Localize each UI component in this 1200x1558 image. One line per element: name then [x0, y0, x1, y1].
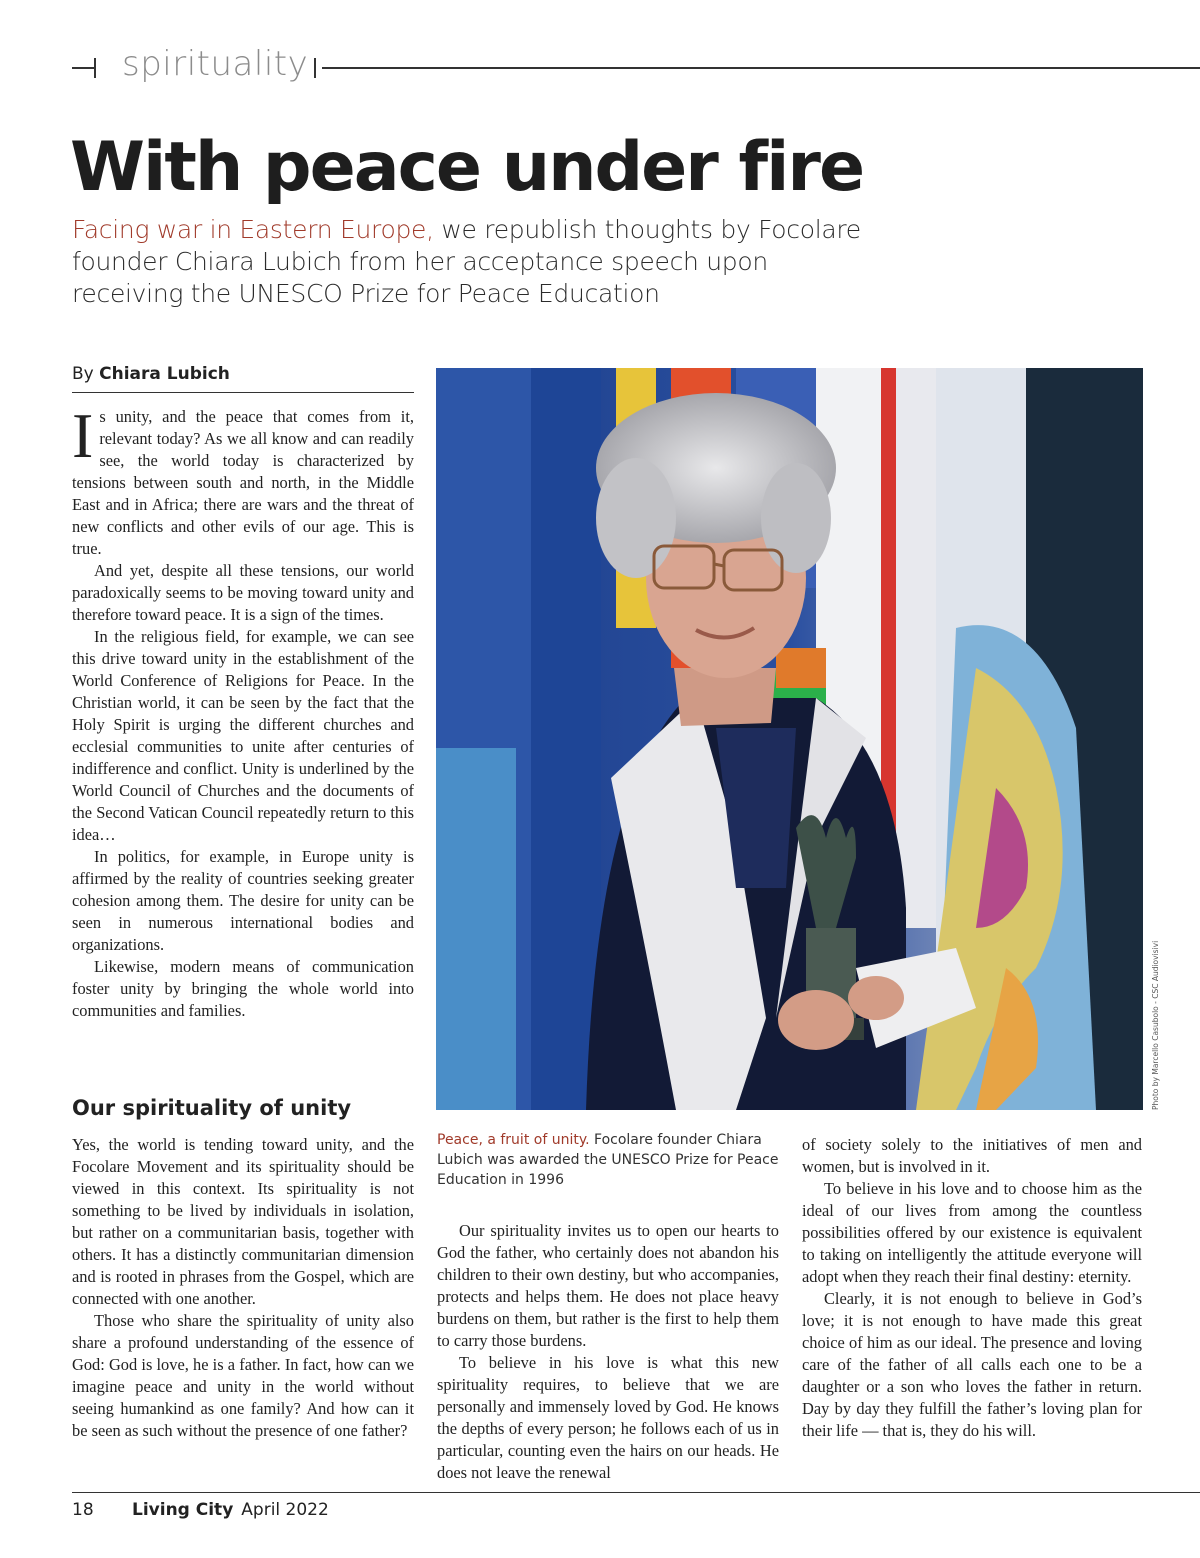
paragraph: Clearly, it is not enough to believe in God’s love; it is not enough to have made this great choice of him as our ideal. The presence and loving care of the father of all calls each one to be a daughter or a son who loves the father in return. Day by day they fulfill the father’s loving plan for their life — that is, they do his will. — [802, 1289, 1142, 1440]
paragraph: In the religious field, for example, we can see this drive toward unity in the establishment of the World Conference of Religions for Peace. In the Christian world, it can be seen by the fact that the Holy Spirit is urging the different churches and ecclesial communities to unite after centuries of indifference and conflict. Unity is underlined by the World Council of Churches and the documents of the Second Vatican Council repeatedly return to this idea… — [72, 627, 414, 844]
paragraph: To believe in his love and to choose him as the ideal of our lives from among the countless possibilities offered by our existence is equivalent to taking on intelligently the attitude everyone will adopt when they reach their final destiny: eternity. — [802, 1179, 1142, 1286]
dek — [72, 214, 872, 310]
byline-author: Chiara Lubich — [99, 364, 230, 384]
paragraph: of society solely to the initiatives of men and women, but is involved in it. — [802, 1135, 1142, 1176]
paragraph-text: s unity, and the peace that comes from it, relevant today? As we all know and can readily see, the world today is characterized by tensions between south and north, in the Middle East and in Africa; there are wars and the threat of new conflicts and other evils of our age. This is true. — [72, 407, 414, 558]
paragraph — [72, 400, 414, 560]
section-rule-left — [72, 58, 96, 78]
dek-text: we republish thoughts by Focolare founder Chiara Lubich from her acceptance speech upon receiving the UNESCO Prize for Peace Education — [72, 215, 861, 308]
body-column-3 — [802, 1134, 1142, 1442]
paragraph: Those who share the spirituality of unity also share a profound understanding of the essence of God: God is love, he is a father. In fact, how can we imagine peace and unity in the world without seeing humankind as one family? And how can it be seen as such without the presence of one father? — [72, 1311, 414, 1440]
section-label: spirituality — [122, 44, 309, 84]
headline: With peace under fire — [70, 128, 864, 207]
dek-accent: Facing war in Eastern Europe, — [72, 215, 434, 244]
footer-rule — [72, 1492, 1200, 1493]
paragraph: To believe in his love is what this new spirituality requires, to believe that we are personally and immensely loved by God. He knows the depths of every person; he follows each of us in particular, counting even the hairs on our heads. He does not leave the renewal — [437, 1353, 779, 1482]
section-tick — [314, 58, 316, 78]
paragraph: In politics, for example, in Europe unity is affirmed by the reality of countries seeking greater cohesion among them. The desire for unity can be seen in numerous international bodies and organizations. — [72, 847, 414, 954]
byline — [72, 364, 414, 393]
drop-cap: I — [72, 400, 94, 471]
section-rule — [322, 67, 1200, 69]
photo-caption — [437, 1130, 782, 1190]
paragraph: Likewise, modern means of communication foster unity by bringing the whole world into communities and families. — [72, 957, 414, 1020]
caption-text: Focolare founder Chiara Lubich was awarded the UNESCO Prize for Peace Education in 1996 — [437, 1132, 779, 1188]
page-number: 18 — [72, 1500, 94, 1520]
page-footer — [72, 1500, 329, 1520]
body-column-2 — [437, 1220, 779, 1484]
section-header — [72, 40, 1200, 96]
issue-date: April 2022 — [241, 1500, 329, 1520]
body-column-1 — [72, 400, 414, 1022]
publication-name: Living City — [132, 1500, 234, 1520]
photo — [436, 368, 1143, 1110]
paragraph: Our spirituality invites us to open our hearts to God the father, who certainly does not abandon his children to their own destiny, but who accompanies, protects and helps them. He does not place heavy burdens on them, but rather is the first to help them to carry those burdens. — [437, 1221, 779, 1350]
caption-accent: Peace, a fruit of unity. — [437, 1132, 590, 1148]
body-column-1-continued — [72, 1134, 414, 1442]
byline-prefix: By — [72, 364, 100, 384]
photo-illustration — [436, 368, 1143, 1110]
paragraph: Yes, the world is tending toward unity, and the Focolare Movement and its spirituality should be viewed in this context. Its spirituality is not something to be lived by individuals in isolation, but rather on a communitarian basis, together with others. It has a distinctly communitarian dimension and is rooted in phrases from the Gospel, which are connected with one another. — [72, 1135, 414, 1308]
subhead: Our spirituality of unity — [72, 1096, 352, 1120]
paragraph: And yet, despite all these tensions, our world paradoxically seems to be moving toward unity and therefore toward peace. It is a sign of the times. — [72, 561, 414, 624]
photo-credit: Photo by Marcello Casubolo - CSC Audiovisivi — [1151, 940, 1160, 1110]
